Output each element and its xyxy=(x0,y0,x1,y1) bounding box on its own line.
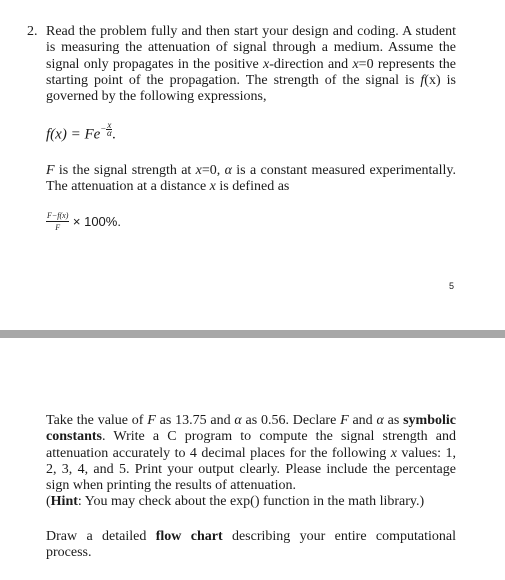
page-number: 5 xyxy=(449,281,455,291)
attenuation-equation: $\frac{F-f(x)}{F}$ × 100%. xyxy=(47,211,121,232)
flowchart-instruction: Draw a detailed flow chart describing your entire computational process. xyxy=(46,529,456,561)
page-divider xyxy=(0,330,505,338)
problem-number: 2. xyxy=(27,24,38,39)
definition-paragraph: F is the signal strength at x=0, α is a constant measured experimentally. The attenuation at a distance x is defined as xyxy=(46,163,457,195)
signal-strength-equation: f(x) = Fe− $\frac{x}{\alpha}$ . xyxy=(46,120,117,143)
task-paragraph: Take the value of F as 13.75 and α as 0.56. Declare F and α as symbolic constants. Write a C program to compute the signal strength and attenuation accurately to 4 decimal places for the following x values: 1, 2, 3, 4, and 5. Print your output clearly. Please include the percentage sign when printing the results of attenuation. (Hint: You may check about the exp() function in the math library.) xyxy=(46,413,457,510)
problem-intro: Read the problem fully and then start your design and coding. A student is measuring the attenuation of signal through a medium. Assume the signal only propagates in the positive x-direction and x=0 represents the starting point of the propagation. The strength of the signal is f(x) is governed by the following expressions, xyxy=(46,24,456,105)
